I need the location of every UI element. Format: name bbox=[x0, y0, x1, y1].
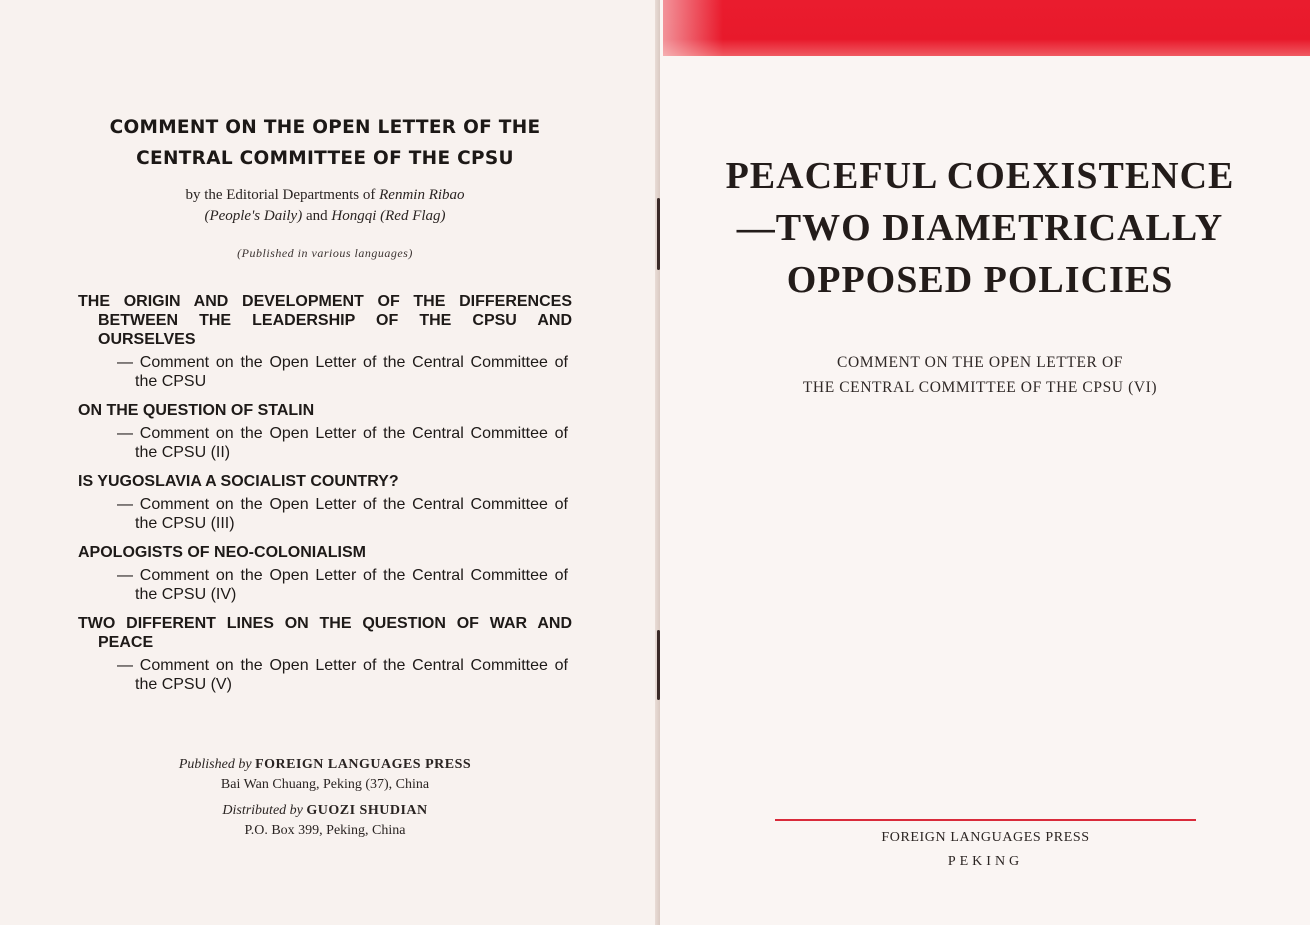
newspaper-translation: (People's Daily) bbox=[204, 208, 303, 224]
entry-title: THE ORIGIN AND DEVELOPMENT OF THE DIFFERENCES BETWEEN THE LEADERSHIP OF THE CPSU AND OURSELVES bbox=[78, 293, 572, 348]
publisher-name: FOREIGN LANGUAGES PRESS bbox=[255, 757, 472, 772]
cover-title-line: —TWO DIAMETRICALLY bbox=[736, 207, 1224, 249]
cover-publisher bbox=[775, 826, 1196, 874]
contents-entry bbox=[78, 401, 572, 462]
cover-subtitle-line: COMMENT ON THE OPEN LETTER OF bbox=[837, 354, 1123, 371]
entry-subtitle: — Comment on the Open Letter of the Central Committee of the CPSU (II) bbox=[117, 425, 568, 461]
contents-entry bbox=[78, 614, 572, 694]
series-title-line: CENTRAL COMMITTEE OF THE CPSU bbox=[136, 148, 514, 169]
series-title bbox=[60, 112, 590, 174]
cover-red-band bbox=[663, 0, 1310, 56]
cover-subtitle-line: THE CENTRAL COMMITTEE OF THE CPSU (VI) bbox=[802, 379, 1158, 396]
distributor-address: P.O. Box 399, Peking, China bbox=[244, 823, 406, 838]
cover-title bbox=[700, 150, 1260, 306]
entry-title: APOLOGISTS OF NEO-COLONIALISM bbox=[78, 544, 366, 561]
entry-subtitle: — Comment on the Open Letter of the Central Committee of the CPSU (V) bbox=[117, 657, 568, 693]
publisher-address: Bai Wan Chuang, Peking (37), China bbox=[220, 777, 430, 792]
published-by-label: Published by bbox=[178, 757, 252, 772]
entry-subtitle: — Comment on the Open Letter of the Central Committee of the CPSU (III) bbox=[117, 496, 568, 532]
series-title-line: COMMENT ON THE OPEN LETTER OF THE bbox=[109, 117, 541, 138]
authors-conjunction: and bbox=[302, 208, 332, 224]
cover-title-line: PEACEFUL COEXISTENCE bbox=[725, 155, 1235, 197]
contents-entry bbox=[78, 292, 572, 391]
newspaper-name: Renmin Ribao bbox=[379, 187, 465, 203]
authors-prefix: by the Editorial Departments of bbox=[185, 187, 380, 203]
authors-credit bbox=[60, 185, 590, 227]
languages-note: (Published in various languages) bbox=[237, 246, 413, 260]
cover-publisher-city: PEKING bbox=[947, 854, 1024, 869]
cover-divider bbox=[775, 819, 1196, 821]
journal-name: Hongqi (Red Flag) bbox=[331, 208, 446, 224]
cover-subtitle bbox=[700, 350, 1260, 400]
distributed-by-label: Distributed by bbox=[222, 803, 303, 818]
cover-title-line: OPPOSED POLICIES bbox=[786, 259, 1174, 301]
right-page bbox=[660, 0, 1310, 925]
band-fade bbox=[663, 0, 723, 56]
distributor-name: GUOZI SHUDIAN bbox=[306, 803, 428, 818]
entry-title: IS YUGOSLAVIA A SOCIALIST COUNTRY? bbox=[78, 473, 399, 490]
entry-subtitle: — Comment on the Open Letter of the Central Committee of the CPSU bbox=[117, 354, 568, 390]
imprint bbox=[60, 755, 590, 841]
contents-entry bbox=[78, 472, 572, 533]
entry-subtitle: — Comment on the Open Letter of the Central Committee of the CPSU (IV) bbox=[117, 567, 568, 603]
cover-publisher-name: FOREIGN LANGUAGES PRESS bbox=[881, 830, 1090, 845]
entry-title: ON THE QUESTION OF STALIN bbox=[78, 402, 315, 419]
contents-entry bbox=[78, 543, 572, 604]
contents-list bbox=[78, 292, 572, 704]
entry-title: TWO DIFFERENT LINES ON THE QUESTION OF WAR AND PEACE bbox=[78, 615, 572, 651]
